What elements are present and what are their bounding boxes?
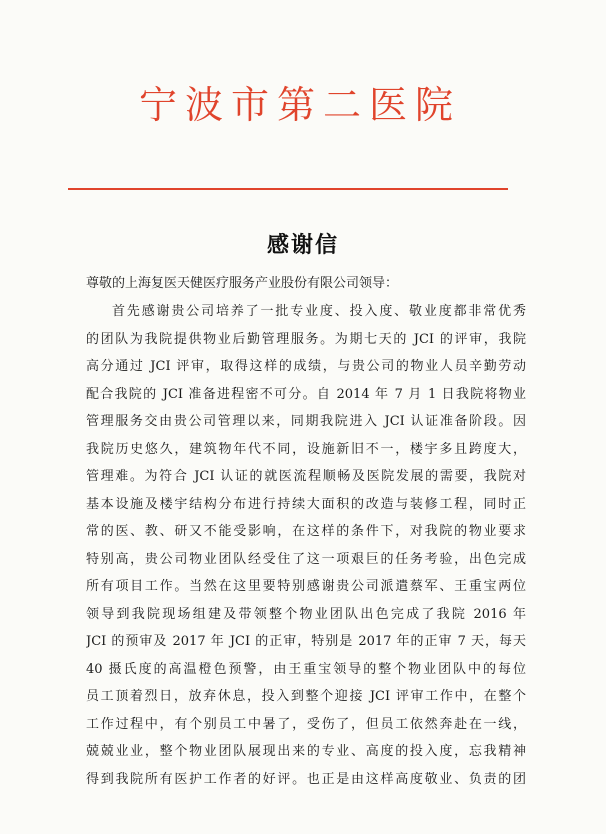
body-line: 基本设施及楼宇结构分布进行持续大面积的改造与装修工程，同时正: [86, 496, 526, 512]
letter-body: [86, 302, 526, 797]
body-line: 配合我院的 JCI 准备进程密不可分。自 2014 年 7 月 1 日我院将物业: [86, 386, 526, 402]
body-line: 兢兢业业，整个物业团队展现出来的专业、高度的投入度，忘我精神: [86, 744, 526, 759]
body-line: 首先感谢贵公司培养了一批专业度、投入度、敬业度都非常优秀: [112, 304, 526, 319]
body-line: 领导到我院现场组建及带领整个物业团队出色完成了我院 2016 年: [86, 606, 526, 622]
body-line: 管理难。为符合 JCI 认证的就医流程顺畅及医院发展的需要，我院对: [86, 469, 526, 484]
body-line: 得到我院所有医护工作者的好评。也正是由这样高度敬业、负责的团: [86, 771, 526, 787]
body-line: 40 摄氏度的高温橙色预警，由王重宝领导的整个物业团队中的每位: [86, 661, 526, 677]
body-line: JCI 的预审及 2017 年 JCI 的正审，特别是 2017 年的正审 7 天，每天: [86, 634, 526, 649]
salutation: 尊敬的上海复医天健医疗服务产业股份有限公司领导：: [86, 276, 399, 291]
body-line: 常的医、教、研又不能受影响，在这样的条件下，对我院的物业要求: [86, 524, 526, 539]
letterhead-hospital-name: 宁波市第二医院: [138, 83, 461, 127]
body-line: 所有项目工作。当然在这里要特别感谢贵公司派遣蔡军、王重宝两位: [86, 579, 526, 594]
body-line: 员工顶着烈日，放弃休息，投入到整个迎接 JCI 评审工作中，在整个: [86, 689, 526, 704]
body-line: 工作过程中，有个别员工中暑了，受伤了，但员工依然奔赴在一线，: [86, 716, 526, 732]
body-line: 高分通过 JCI 评审，取得这样的成绩，与贵公司的物业人员辛勤劳动: [86, 359, 526, 374]
letterhead-divider: [68, 188, 508, 190]
body-line: 的团队为我院提供物业后勤管理服务。为期七天的 JCI 的评审，我院: [86, 331, 526, 347]
document-title: 感谢信: [266, 233, 339, 258]
body-line: 我院历史悠久，建筑物年代不同，设施新旧不一，楼宇多且跨度大，: [86, 441, 526, 457]
body-line: 管理服务交由贵公司管理以来，同期我院进入 JCI 认证准备阶段。因: [86, 414, 526, 429]
body-line: 特别高，贵公司物业团队经受住了这一项艰巨的任务考验，出色完成: [86, 551, 526, 567]
